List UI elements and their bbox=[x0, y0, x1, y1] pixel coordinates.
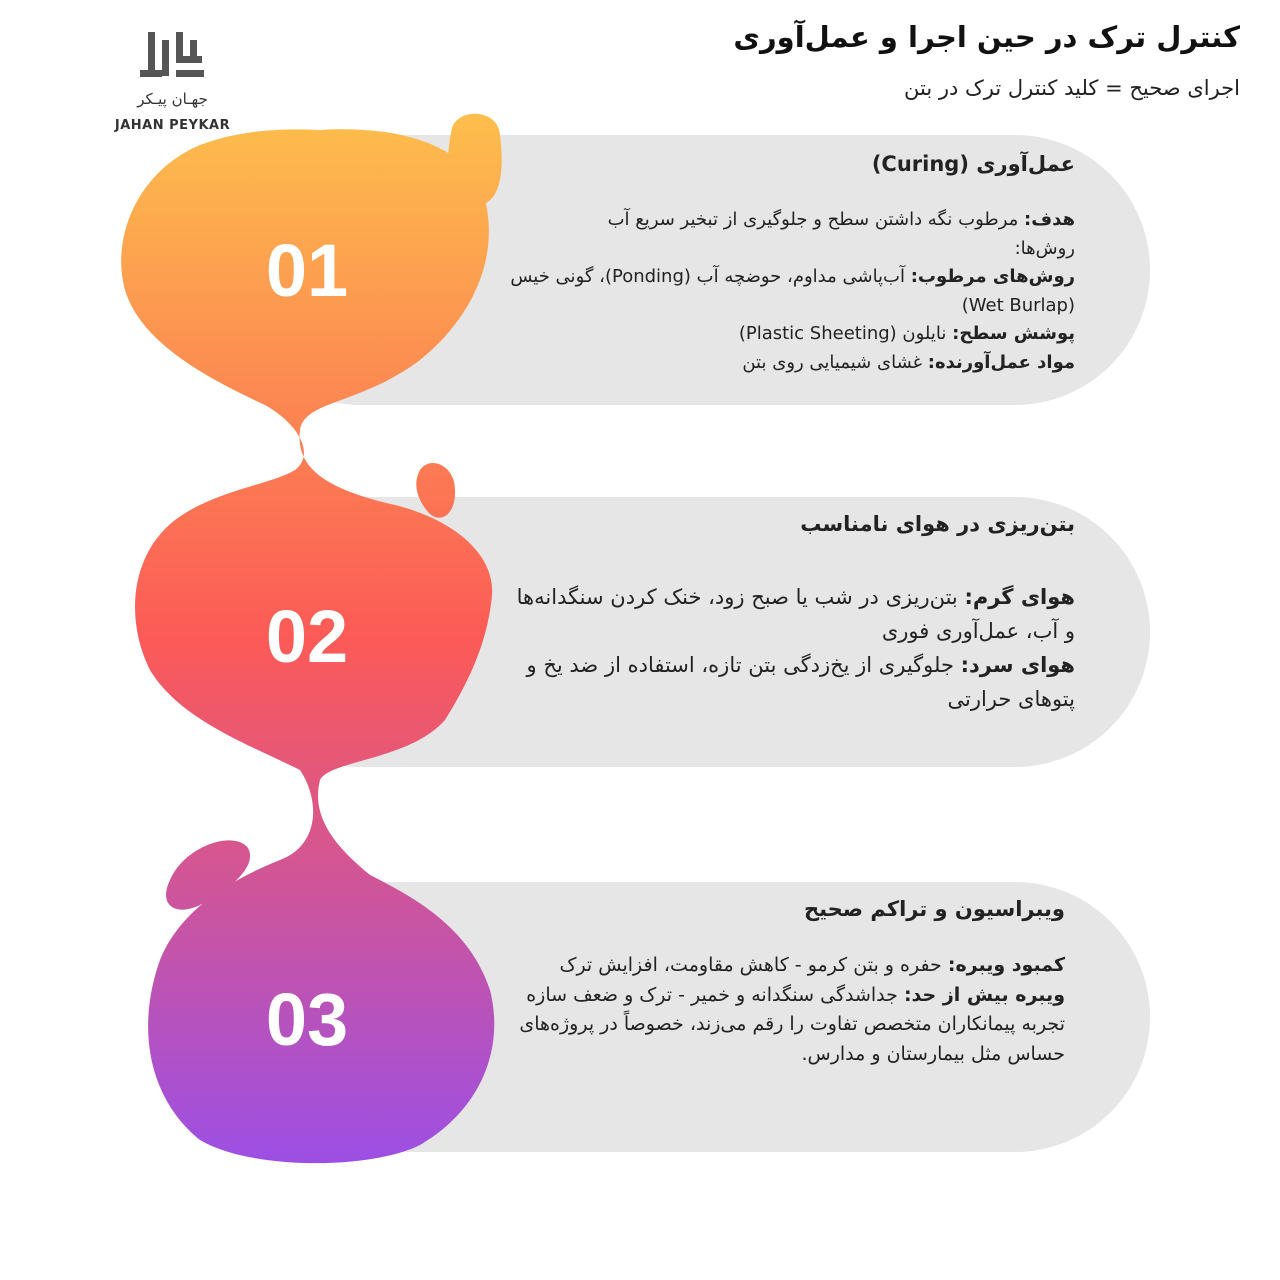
step-number-2: 02 bbox=[265, 595, 349, 678]
line-text: تجربه پیمانکاران متخصص تفاوت را رقم می‌زند، خصوصاً در پروژه‌های حساس مثل بیمارستان و مدارس. bbox=[519, 1013, 1065, 1065]
line-text: نایلون (Plastic Sheeting) bbox=[738, 323, 953, 344]
page-title: کنترل ترک در حین اجرا و عمل‌آوری bbox=[733, 20, 1240, 54]
line-text: بتن‌ریزی در شب یا صبح زود، خنک کردن سنگدانه‌ها و آب، عمل‌آوری فوری bbox=[516, 585, 1075, 643]
card-3 bbox=[505, 897, 1065, 1069]
line-label: هوای سرد: bbox=[960, 653, 1075, 677]
card-3-line bbox=[505, 951, 1065, 981]
logo-mark-icon bbox=[140, 26, 206, 86]
card-3-line bbox=[505, 981, 1065, 1011]
card-3-line bbox=[505, 1010, 1065, 1069]
card-1-heading: عمل‌آوری (Curing) bbox=[871, 152, 1075, 176]
line-text: جلوگیری از یخ‌زدگی بتن تازه، استفاده از ضد یخ و پتوهای حرارتی bbox=[526, 653, 1075, 711]
line-text: جداشدگی سنگدانه و خمیر - ترک و ضعف سازه bbox=[526, 983, 904, 1006]
card-2 bbox=[500, 512, 1075, 716]
line-label: کمبود ویبره: bbox=[947, 954, 1065, 976]
card-2-line bbox=[500, 580, 1075, 648]
step-number-3: 03 bbox=[265, 978, 349, 1061]
line-text: غشای شیمیایی روی بتن bbox=[742, 351, 928, 373]
line-text: مرطوب نگه داشتن سطح و جلوگیری از تبخیر سریع آب bbox=[607, 209, 1024, 230]
line-label: هوای گرم: bbox=[964, 585, 1075, 609]
brand-logo bbox=[110, 26, 235, 141]
logo-name-en: JAHAN PEYKAR bbox=[114, 118, 231, 133]
line-label: مواد عمل‌آورنده: bbox=[927, 351, 1075, 373]
card-2-line bbox=[500, 648, 1075, 716]
line-text: روش‌ها: bbox=[1014, 237, 1075, 259]
page-subtitle: اجرای صحیح = کلید کنترل ترک در بتن bbox=[904, 76, 1240, 100]
line-text: حفره و بتن کرمو - کاهش مقاومت، افزایش ترک bbox=[559, 954, 948, 976]
line-label: ویبره بیش از حد: bbox=[903, 983, 1065, 1006]
line-label: پوشش سطح: bbox=[952, 323, 1075, 344]
line-text: آب‌پاشی مداوم، حوضچه آب (Ponding)، گونی خیس (Wet Burlap) bbox=[510, 266, 1075, 316]
card-1 bbox=[505, 152, 1075, 377]
step-number-1: 01 bbox=[265, 229, 349, 312]
card-1-line bbox=[505, 263, 1075, 320]
card-1-line bbox=[505, 349, 1075, 378]
card-2-heading: بتن‌ریزی در هوای نامناسب bbox=[800, 512, 1075, 536]
card-1-line bbox=[505, 206, 1075, 235]
line-label: هدف: bbox=[1024, 209, 1075, 230]
droplet-top bbox=[448, 114, 502, 206]
card-1-line bbox=[505, 320, 1075, 349]
line-label: روش‌های مرطوب: bbox=[910, 266, 1075, 287]
card-1-line bbox=[505, 235, 1075, 264]
card-3-heading: ویبراسیون و تراکم صحیح bbox=[803, 897, 1065, 921]
logo-name-fa: جهـان پیـکر bbox=[137, 90, 208, 108]
